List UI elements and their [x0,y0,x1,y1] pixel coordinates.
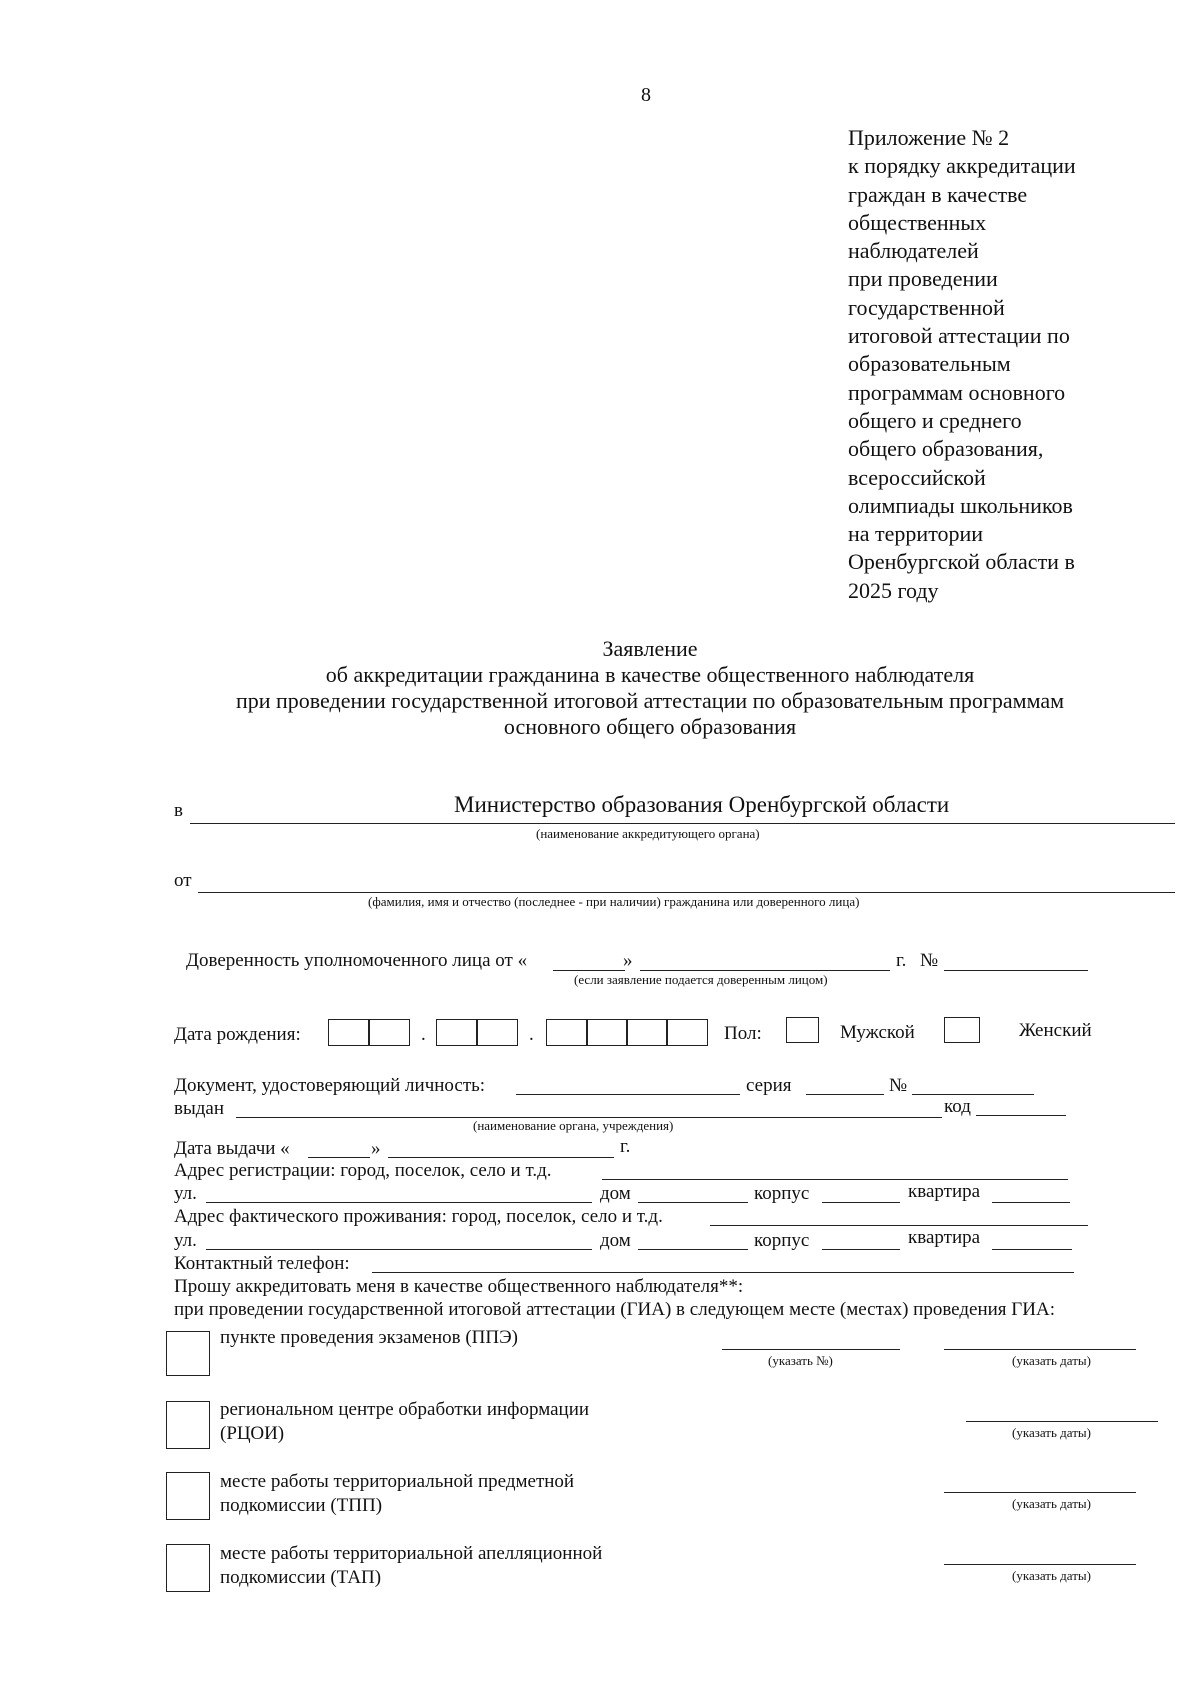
option-tpp-label-2: подкомиссии (ТПП) [220,1495,383,1516]
document-subtitle: основного общего образования [503,714,797,739]
appendix-line: всероссийской [848,464,986,490]
doc-number-line[interactable] [912,1094,1034,1095]
proxy-month-line[interactable] [640,970,890,971]
option-tap-label-2: подкомиссии (ТАП) [220,1567,382,1588]
reg-house-label: дом [600,1183,631,1204]
option-ppe-number-line[interactable] [722,1349,900,1350]
option-tpp-label: месте работы территориальной предметной [220,1471,575,1492]
issue-date-label: Дата выдачи « [174,1138,290,1159]
option-rcoi-checkbox[interactable] [166,1401,210,1449]
appendix-block [848,124,1076,605]
option-tpp-dates-caption: (указать даты) [1012,1496,1091,1511]
appendix-line: Оренбургской области в [848,549,1075,575]
issued-label: выдан [174,1098,225,1119]
reg-flat-label: квартира [908,1181,981,1202]
document-subtitle: об аккредитации гражданина в качестве общественного наблюдателя [325,662,975,687]
option-rcoi-dates-line[interactable] [966,1421,1158,1422]
female-label: Женский [1019,1020,1092,1041]
actual-house-line[interactable] [638,1249,748,1250]
female-checkbox[interactable] [944,1017,980,1043]
request-text: Прошу аккредитовать меня в качестве общественного наблюдателя**: [174,1276,744,1297]
reg-address-label: Адрес регистрации: город, поселок, село и т.д. [174,1160,552,1181]
issue-day-line[interactable] [308,1157,370,1158]
male-label: Мужской [840,1022,915,1043]
reg-street-line[interactable] [206,1202,592,1203]
actual-house-label: дом [600,1230,631,1251]
option-ppe-dates-line[interactable] [944,1349,1136,1350]
from-line[interactable] [198,892,1175,893]
proxy-label: Доверенность уполномоченного лица от « [186,950,528,971]
reg-street-label: ул. [174,1183,197,1204]
issued-caption: (наименование органа, учреждения) [473,1118,674,1133]
reg-flat-line[interactable] [992,1202,1070,1203]
appendix-line: граждан в качестве [848,181,1028,207]
actual-city-line[interactable] [710,1225,1088,1226]
proxy-year-label: г. [896,950,907,971]
option-ppe-dates-caption: (указать даты) [1012,1353,1091,1368]
reg-building-line[interactable] [822,1202,900,1203]
appendix-line: на территории [848,521,984,547]
proxy-quote-close: » [623,950,633,971]
proxy-number-line[interactable] [944,970,1088,971]
birth-dot: . [421,1024,426,1045]
from-caption: (фамилия, имя и отчество (последнее - при наличии) гражданина или доверенного лица) [368,894,860,909]
appendix-line: образовательным [848,351,1011,377]
to-caption: (наименование аккредитующего органа) [536,826,760,841]
code-label: код [944,1096,971,1117]
actual-building-line[interactable] [822,1249,900,1250]
doc-label: Документ, удостоверяющий личность: [174,1075,486,1096]
appendix-line: наблюдателей [848,238,979,264]
to-value[interactable]: Министерство образования Оренбургской области [454,792,950,817]
appendix-line: Приложение № 2 [848,125,1010,150]
actual-building-label: корпус [754,1230,810,1251]
appendix-line: общего и среднего [848,407,1022,433]
appendix-line: итоговой аттестации по [848,323,1070,349]
phone-label: Контактный телефон: [174,1253,350,1274]
birth-label: Дата рождения: [174,1024,301,1045]
option-ppe-checkbox[interactable] [166,1331,210,1376]
option-ppe-label: пункте проведения экзаменов (ППЭ) [220,1327,518,1348]
option-rcoi-label: региональном центре обработки информации [220,1399,590,1420]
actual-flat-line[interactable] [992,1249,1072,1250]
appendix-line: программам основного [848,379,1066,405]
appendix-line: олимпиады школьников [848,492,1073,518]
to-line[interactable] [190,823,1175,824]
doc-type-line[interactable] [516,1094,740,1095]
actual-street-label: ул. [174,1230,197,1251]
proxy-number-label: № [920,950,939,971]
option-tap-dates-caption: (указать даты) [1012,1568,1091,1583]
from-prefix: от [174,870,192,891]
series-label: серия [746,1075,792,1096]
option-rcoi-dates-caption: (указать даты) [1012,1425,1091,1440]
appendix-line: общественных [848,209,987,235]
document-subtitle: при проведении государственной итоговой аттестации по образовательным программам [235,688,1065,713]
actual-street-line[interactable] [206,1249,592,1250]
actual-flat-label: квартира [908,1227,981,1248]
reg-city-line[interactable] [602,1179,1068,1180]
doc-number-label: № [889,1075,908,1096]
to-prefix: в [174,800,183,821]
appendix-line: государственной [848,294,1005,320]
issue-month-line[interactable] [388,1157,614,1158]
option-tpp-checkbox[interactable] [166,1472,210,1520]
appendix-line: к порядку аккредитации [848,153,1076,179]
reg-building-label: корпус [754,1183,810,1204]
phone-line[interactable] [372,1272,1074,1273]
request-text-2: при проведении государственной итоговой аттестации (ГИА) в следующем месте (местах) проведения ГИА: [174,1299,1055,1320]
proxy-caption: (если заявление подается доверенным лицом) [574,972,828,987]
reg-house-line[interactable] [638,1202,748,1203]
page-number: 8 [641,84,651,106]
birth-dot: . [529,1024,534,1045]
appendix-line: 2025 году [848,577,939,603]
appendix-line: общего образования, [848,436,1044,462]
option-tap-dates-line[interactable] [944,1564,1136,1565]
proxy-day-line[interactable] [553,970,625,971]
issue-date-close: » [371,1138,381,1159]
actual-address-label: Адрес фактического проживания: город, поселок, село и т.д. [174,1206,663,1227]
option-tap-checkbox[interactable] [166,1544,210,1592]
option-rcoi-label-2: (РЦОИ) [220,1423,285,1444]
appendix-line: при проведении [848,266,998,292]
series-line[interactable] [806,1094,884,1095]
sex-label: Пол: [724,1023,762,1044]
document-title: Заявление [602,636,698,661]
issue-year-label: г. [620,1136,631,1157]
option-ppe-number-caption: (указать №) [768,1353,833,1368]
option-tpp-dates-line[interactable] [944,1492,1136,1493]
code-line[interactable] [976,1115,1066,1116]
option-tap-label: месте работы территориальной апелляционной [220,1543,603,1564]
male-checkbox[interactable] [786,1017,819,1043]
